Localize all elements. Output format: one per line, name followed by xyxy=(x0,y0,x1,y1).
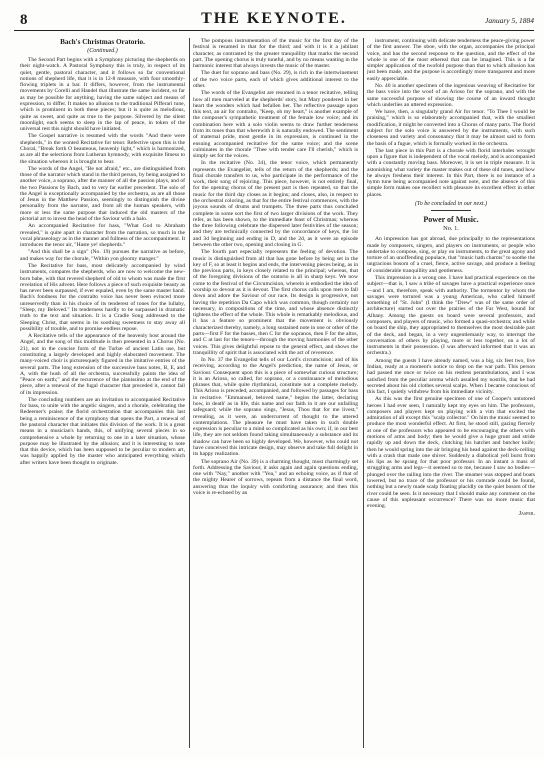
column-1 xyxy=(20,38,185,750)
paragraph: As this was the first genuine specimen of one of Cooper's untutored heroes I had ever seen, I naturally kept my eyes on him. The professors, composers and players kept on playing with a vim that excited the admiration of all except this "scalp collector." On him the music seemed to produce the most wonderful effect. At first, he stood still, gazing fiercely at one of the professors who appeared to be encouraging the others with motions of arms and body; then he would give a huge grunt and stride rapidly up and down the deck, clutching his hatchet and butcher knife; then he would spring into the air bringing his head against the deck-ceiling with a crash that made one shiver. Suddenly a diabolical yell burst from his lips as he sprang for that poor professor. In an instant a mass of struggling arms and legs—it seemed so to me, because I saw no bodies—plunged over the railing into the river. The steamer was stopped and boats lowered, but no trace of the professor or his comrade could be found, nothing but a newly made scalp floating placidly on the quiet bosom of the river could be seen. Is it necessary that I should make any comment on the cause of this unpleasant occurrence? There was no more music that evening. xyxy=(367,396,535,510)
author-signature: Jasper. xyxy=(518,511,535,518)
column-2 xyxy=(193,38,358,750)
article-separator xyxy=(431,210,471,211)
paragraph: The Gospel narrative is resumed with the words "And there were shepherds," in the wonted Recitative for tenor. Refective upon this is the Choral, "Break forth O beauteous, heavenly light," which is harmonized, as are all the selections from Lutheran hymnody, with exquisite fitness to the situation whereon it is brought to bear. xyxy=(20,133,185,165)
paragraph: The words of the Evangelist are resumed in a tenor recitative, telling how all men marveled at the shepherds' story, but Mary pondered in her heart the wonders which had befallen her. The reflective passage upon this text, an air for contralto, "Keep, oh my heart," is another example of the composer's sympathetic treatment of the female low voice; and its combination here with a solo violin seems to draw further tenderness from its tones than that wherewith it is naturally endowed. The sentiment of maternal pride, most gentle in its expression, is continued in the ensuing accompanied recitative for the same voice; and the scene culminates in the chorale "Thee with tender care I'll cherish," which is simply set for the voices. xyxy=(193,90,358,160)
paragraph: The Second Part begins with a Symphony picturing the shepherds on their night-watch. A Pastoral Symphony this is truly, in respect of its quiet, gentle, pastoral character, and it follows so far conventional notions of shepherd life, that it is in 12-8 measure, with four smoothly-flowing triplets in a bar. It differs, however, from the instrumental movements by Corelli and Handel that illustrate the same incident, so far as may be possible for anything, having the same subject and means of expression, to differ. It makes no allusion to the traditional Pifferari tune, which is prominent in both these pieces; but it is quite as melodious, quite as sweet, and quite as true to the purpose. Silvered by the silent moonlight, each seems to sleep in the lap of peace, in token of the universal rest this night should have initiated. xyxy=(20,57,185,133)
paragraph: The fourth part especially represents the feeling of devotion. The music is distinguished from all that has gone before by being set in the key of F, so at least it begins and ends, the intervening pieces being, as in the previous parts, in keys closely related to the principal; whereas, that of the foregoing divisions of the oratorio is all in sharp keys. We now come to the festival of the Circumcision, wherein is embodied the idea of worship so devout as it is devout. The first chorus calls upon men to fall down and adore the Saviour of our race. Its design is progressive, not having the repetition Da Capo which was common, though certainly not necessary, in compositions of the time, and whose absence distinctly tightens the effect of the whole. This whole is remarkably melodious, and it has a feature so prominent that the movement is obviously characterized thereby, namely, a long sustained note in one or other of the parts—first F for the basses, then C for the sopranos, then F for the altos, and C at last for the tenors—through the moving harmonies of the other voices. This gives delightful repose to the general effect, and shows the tranquillity of spirit that is associated with the act of reverence. xyxy=(193,249,358,356)
paragraph: An accompanied Recitative for bass, "What God to Abraham revealed," is quite apart in character from the narration, so much in the vocal phraseology as in the manner and fullness of the accompaniment. It introduces the tenor air, "Haste ye! shepherds." xyxy=(20,223,185,249)
page-number: 8 xyxy=(20,12,28,28)
paragraph: The Recitative for bass, most delicately accompanied by wind instruments, compares the shepherds, who are now to welcome the new-born babe, with that revered shepherd of old to whom was made the first revelation of His advent. Here follows a piece of such exquisite beauty as has never been surpassed, if ever equaled, even by the same master hand. Bach's fondness for the contralto voice has never been evinced more unreservedly than in his choice of its tenderest of tones for the lullaby, "Sleep, my Beloved." Its tenderness hardly to be surpassed in dramatic truth to the text and situation. It is a Cradle Song addressed to the Sleeping Christ, that seems in its soothing sweetness to stay away all possibility of trouble, and to promise endless repose. xyxy=(20,263,185,332)
article-number: No. 1. xyxy=(443,225,459,233)
paragraph: "And this shall be a sign" (No. 19) pursues the narrative as before, and makes way for the chorale, "Within yon gloomy manger." xyxy=(20,249,185,262)
column-divider xyxy=(363,38,364,748)
paragraph: instrument, continuing with delicate tenderness the peace-giving power of the first answer. The oboe, with the organ, accompanies the principal voice, and has the second response to the question, and the effect of the whole is one of the most ethereal that can be imagined. This is a far simpler application of the twofold purpose than that to which allusion has just been made, and the purpose is accordingly more transparent and more easily appreciable. xyxy=(367,38,535,82)
article-title: Power of Music. xyxy=(423,215,479,225)
paragraph: We have, then, a singularly grand Air for tenor. "To Thee I would be praising," which is so elaborately accompanied that, with the smallest modification, it might be converted into a Chorus of many parts. The florid subject for the solo voice is answered by the instruments, with such closeness and variety and consonancy that it may be almost said to form the basis of a fugue, which is formally worked in the orchestra. xyxy=(367,109,535,147)
paragraph: The last piece in this Part is a chorale with florid interludes wrought upon a figure that is independent of the vocal melody, and is accompanied with a constantly moving bass. Moreover, it is set in triple measure. It is astonishing what variety the master makes out of these old tunes, and how he always freshens their interest. In this Part, there is no instance of a hymn tune being accompanied note against note, and the absence of this simple form makes one recollect with pleasure its excellent effect in other places. xyxy=(367,147,535,198)
paragraph: Among the guests I have already named, was a big, six feet two, live Indian, ready at a moment's notice to drop on the war path. This person had passed me once or twice on his restless perambulations, and I was satisfied from the peculiar aroma which assailed my nostrils, that he had secreted about his old clothes several scalps. When I became conscious of this fact, I quietly withdrew from his immediate vicinity. xyxy=(367,357,535,396)
paragraph: The pompous instrumentation of the music for the first day of the festival is resumed in that for the third; and with it is it a jubilant character, as contrasted by the greater tranquillity that marks the second part. The opening chorus is truly tuneful, and by no means wanting in the harmonic interest that always invests the music of the master. xyxy=(193,38,358,70)
paragraph: This impression is a wrong one. I have had practical experience on the subject—that is, I saw a tribe of savages have a practical experience once—and I am, therefore, speak with authority. The tormentor by whom the savages were tortured was a young American, who called himself something of "St. John" (I think the "Drew" was of the same order of architecture) started out over the prairies of the Far West, bound for Albany. Among the guests on board were several professors, and composers, and players of music, who formed a quasi-orchestra; and while on board the ship, they appropriated to themselves the most desirable part of the deck, and began, in a very ungentlemanly way, to interrupt the conversation of others by playing, more or less together, on a lot of instruments in their possession. (I was afterward informed that it was an orchestra.) xyxy=(367,275,535,357)
header-rule xyxy=(14,30,534,32)
paragraph: A Recitative tells of the appearance of the heavenly host around the Angel, and the song of this multitude is then presented in a Chorus (No. 21), not in the concise form of the Turbæ of ancient Latin use, but constituting a largely developed and highly elaborated movement. The many-voiced choir is picturesquely figured in the imitative entries of the several parts. The long extension of the successive bass notes, B, E, and A, with the hush of all the orchestra, successfully paints the idea of "Peace on earth;" and the recurrence of the pianissimo at the end of the piece, after a renewal of the fugal character that preceded it, cannot fail of its impression. xyxy=(20,333,185,396)
paragraph: The words of the Angel, "Be not afraid," etc., are distinguished from those of the narrator which stand in the third person, by being assigned to another voice, a soprano, after the manner of all the passion plays, and of the two Passions by Bach, and to very far earlier precedent. The solo of the Angel is exceptionally accompanied by the orchestra, as are all those of Jesus in the Matthew Passion, seemingly to distinguish the divine personality from the narrator, and from all the human speakers, with more or less the same purpose that induced the old masters of the pictorial art to invest the head of the Saviour with a halo. xyxy=(20,165,185,223)
page-header xyxy=(14,10,534,32)
column-divider xyxy=(189,38,190,748)
issue-date: January 5, 1884 xyxy=(485,16,534,25)
paragraph: The soprano Air (No. 39) is a charming thought, most charmingly set forth. Addressing the Saviour, it asks again and again questions ending, one with "Nay," another with "Yea," and an echoing voice, as if that of the mighty Hearer of sorrows, repeats from a distance the final word, answering thus the inquiry with comforting assurance; and then this voice is re-echoed by an xyxy=(193,458,358,496)
column-3 xyxy=(367,38,535,750)
continuation-note: (To be concluded in our next.) xyxy=(414,201,488,208)
paragraph: In the recitative (No. 34), the tenor voice, which permanently represents the Evangelist, tells of the return of the shepherds; and the final chorale transfers to us, who participate in the performance of the work, their song of rejoicing. This piece, however, is not entirely final, for the opening chorus of the present part is then repeated, so that the music for the third day closes as it begins; and closes, also, in respect to the orchestral coloring, as that for the entire festival commences, with the joyous sounds of drums and trumpets. The three parts thus concluded complete in some sort the first of two larger divisions of the work. They refer, as has been shown, to the immediate feast of Christmas; whereas the three following celebrate the dispersed later festivities of the season; and they are technically connected by the concordance of keys, the 1st and 3d beginning and ending in D, and the 2d, as it were an episode between the other two, opening and closing in G. xyxy=(193,160,358,248)
masthead-title: THE KEYNOTE. xyxy=(201,10,347,27)
paragraph: The duet for soprano and bass (No. 29), is rich in the intertwinement of the two voice parts, each of which gives additional interest to the other. xyxy=(193,70,358,89)
paragraph: In No. 37 the Evangelist tells of our Lord's circumcision; and of his receiving, according to the Angel's prediction, the name of Jesus, or Saviour. Consequent upon this is a piece of somewhat curious structure; it is an Arioso, so called, for soprano, or a continuance of melodious phrases that, while quite rhythmical, constitute not a complete melody. This Arioso is preceded, accompanied, and followed by passages for bass in recitative. "Emmanuel, beloved name," begins the latter, declaring how, in death' as in life, this name and our faith in it are our unfailing safeguard; while the soprano sings, "Jesus, Thou that for me livest," revealing, as it were, an undercurrent of thought to the uttered contemplations. The pleasure he must have taken in such double expression is peculiar to a mind so complicated as his own; if, in our best life, they are not seldom found taking simultaneously a substance and its shadow can have been so highly developed. We, however, who could not have conceived this intricate design, may observe and take full delight in its happy realization. xyxy=(193,357,358,458)
article-subtitle: (Continued.) xyxy=(87,48,118,54)
article-title: Bach's Christmas Oratorio. xyxy=(60,38,145,46)
paragraph: The concluding numbers are an invitation to accompanied Recitative for bass, to unite with the angelic singers, and a chorale, celebrating the Redeemer's praise; the florid orchestration that accompanies this last being a reminiscence of the symphony that opens the Part, a renewal of the pastoral character that initiates this division of the work. It is a great means in a musician's hands, this, of unifying several pieces in so comprehensive a whole by returning to one in a later situation, whose purpose may be illustrated by the allusion; and it is interesting to note that this device, which has been supposed to be peculiar to modern art, was happily applied by the master who anticipated everything which after writers have been thought to originate. xyxy=(20,396,185,466)
paragraph: An impression has got abroad, due principally to the representations made by composers, singers, and players on instruments, or people who undertake to compose, sing, or play on instruments, to the great agony and torture of an unoffending populace, that "music hath charms" to soothe the ungracious bosom of a cruel, fierce, active savage, and produce a feeling of considerable tranquillity and gentleness. xyxy=(367,236,535,274)
paragraph: No. 40 is another specimen of the ingenious weaving of Recitative for the bass voice into the woof of an Arioso for the soprano, and with the same successful purpose of showing the course of an inward thought which underlies an uttered expression. xyxy=(367,82,535,108)
